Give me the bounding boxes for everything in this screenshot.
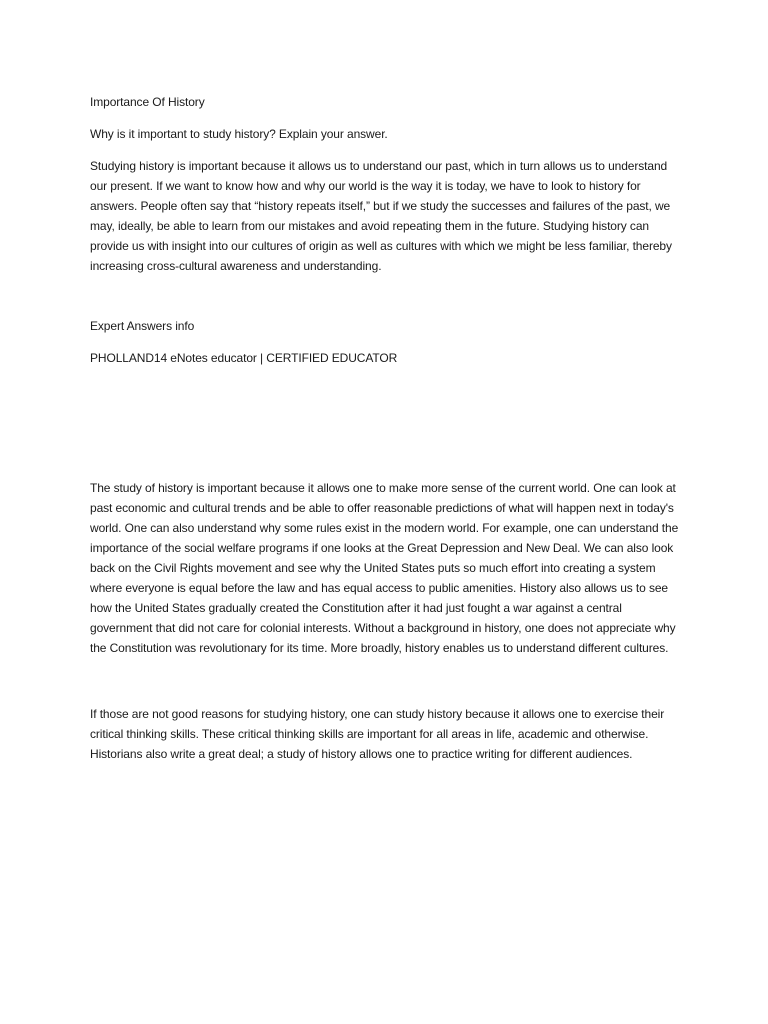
educator-credit: PHOLLAND14 eNotes educator | CERTIFIED EDUCATOR: [90, 351, 398, 365]
question-text: Why is it important to study history? Explain your answer.: [90, 127, 388, 141]
document-page: [90, 92, 686, 764]
expert-answers-label: Expert Answers info: [90, 319, 195, 333]
document-title: Importance Of History: [90, 95, 205, 109]
answer-paragraph-3: If those are not good reasons for studying history, one can study history because it allows one to exercise their critical thinking skills. These critical thinking skills are important for all areas in life, academic and otherwise. Historians also write a great deal; a study of history allows one to practice writing for different audiences.: [90, 707, 665, 761]
answer-paragraph-1: Studying history is important because it allows us to understand our past, which in turn allows us to understand our present. If we want to know how and why our world is the way it is today, we have to look to history for answers. People often say that “history repeats itself,” but if we study the successes and failures of the past, we may, ideally, be able to learn from our mistakes and avoid repeating them in the future. Studying history can provide us with insight into our cultures of origin as well as cultures with which we might be less familiar, thereby increasing cross-cultural awareness and understanding.: [90, 159, 672, 273]
answer-paragraph-2: The study of history is important because it allows one to make more sense of the current world. One can look at past economic and cultural trends and be able to offer reasonable predictions of what will happen next in today's world. One can also understand why some rules exist in the modern world. For example, one can understand the importance of the social welfare programs if one looks at the Great Depression and New Deal. We can also look back on the Civil Rights movement and see why the United States puts so much effort into creating a system where everyone is equal before the law and has equal access to public amenities. History also allows us to see how the United States gradually created the Constitution after it had just fought a war against a central government that did not care for colonial interests. Without a background in history, one does not appreciate why the Constitution was revolutionary for its time. More broadly, history enables us to understand different cultures.: [90, 481, 679, 655]
